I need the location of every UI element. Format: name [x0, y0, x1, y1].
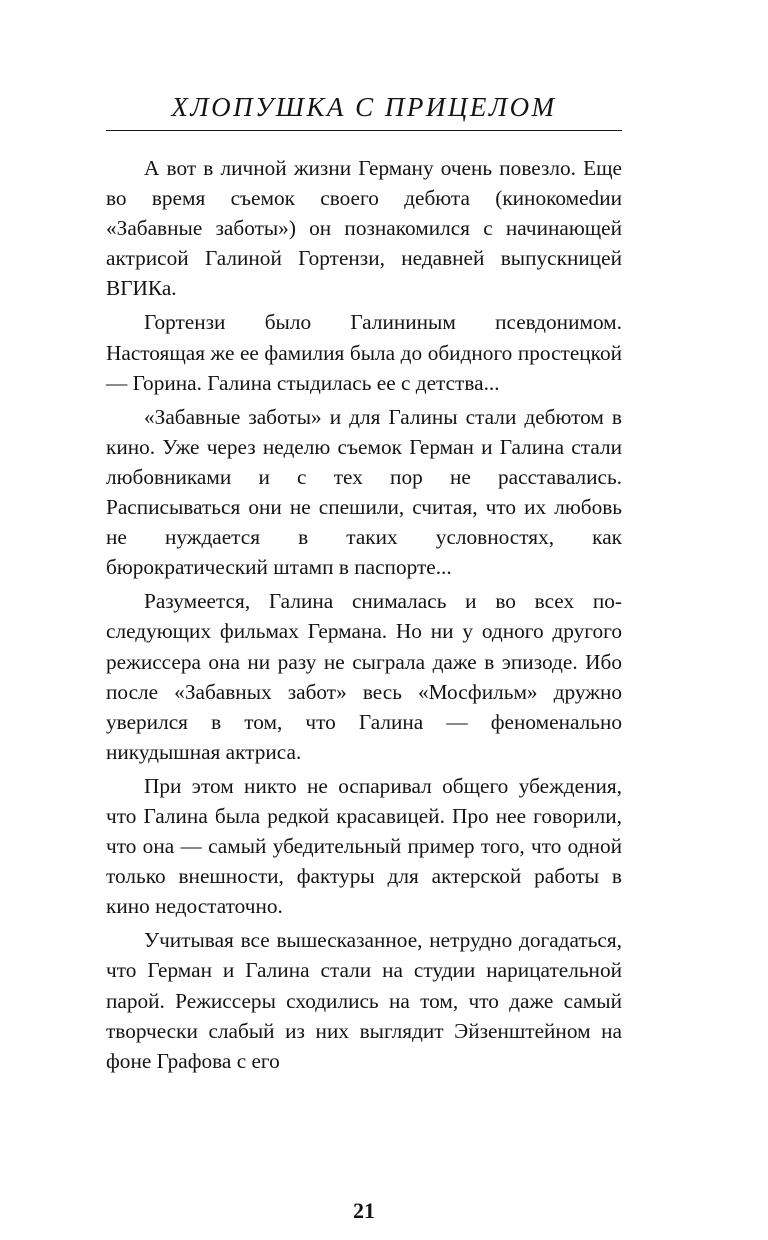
paragraph: «Забавные заботы» и для Галины стали дебютом в кино. Уже через неделю съемок Герман и Галина стали любовниками и с тех пор не расставались. Расписываться они не спешили, считая, что их любовь не нуждается в таких условностях, как бюрократический штамп в паспорте...	[106, 404, 622, 580]
paragraph: А вот в личной жизни Герману очень повезло. Еще во время съемок своего дебюта (кинокомеdии «Забавные заботы») он познакомился с начинающей актрисой Галиной Гортензи, недавней выпускницей ВГИКа.	[106, 156, 622, 301]
page-number: 21	[353, 1198, 375, 1223]
book-page	[106, 90, 622, 1223]
paragraph: Учитывая все вышесказанное, нетрудно догадаться, что Герман и Галина стали на студии нарицательной парой. Режиссеры сходились на том, что даже самый творчески слабый из них выглядит Эйзенштейном на фоне Графова с его	[106, 928, 622, 1073]
paragraph: При этом никто не оспаривал общего убеждения, что Галина была редкой красавицей. Про нее говорили, что она — самый убедительный пример того, что одной только внешности, фактуры для актерской работы в кино недостаточно.	[106, 773, 622, 919]
running-title: ХЛОПУШКА С ПРИЦЕЛОМ	[106, 90, 622, 131]
paragraph: Гортензи было Галининым псевдонимом. Настоящая же ее фамилия была до обидного простецкой — Горина. Галина стыдилась ее с детства...	[106, 310, 622, 395]
paragraph: Разумеется, Галина снималась и во всех последующих фильмах Германа. Но ни у одного другого режиссера она ни разу не сыграла даже в эпизоде. Ибо после «Забавных забот» весь «Мосфильм» дружно уверился в том, что Галина — феноменально никудышная актриса.	[106, 589, 622, 764]
body-text	[106, 153, 622, 1076]
